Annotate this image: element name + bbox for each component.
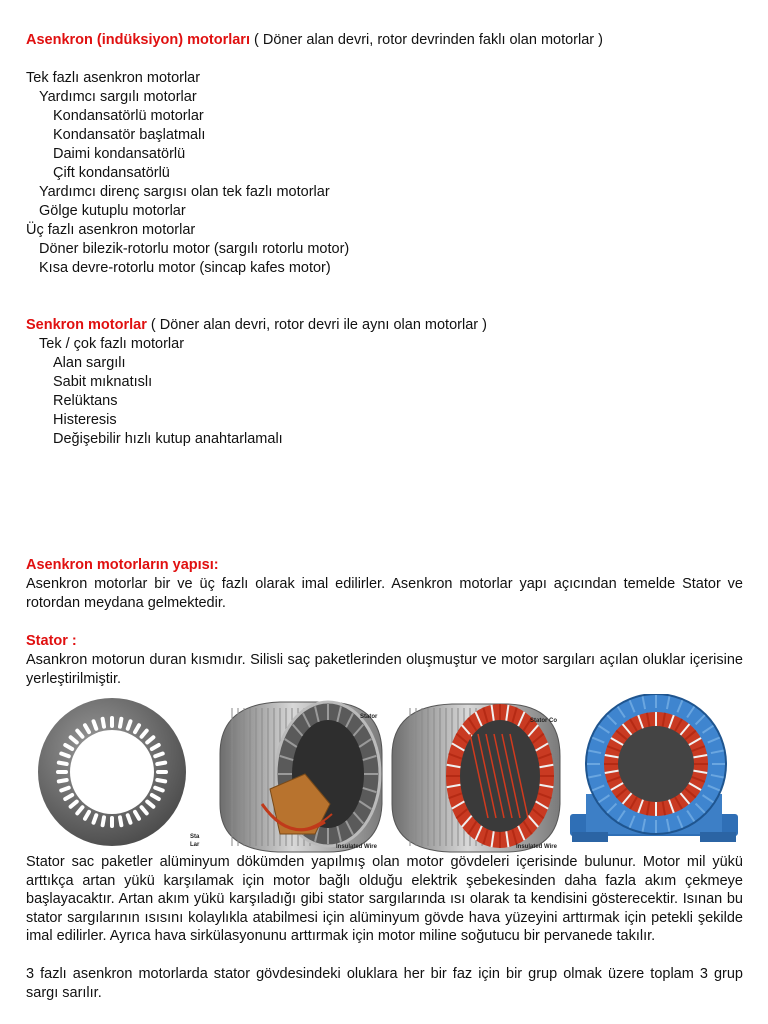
- senkron-heading: Senkron motorlar: [26, 317, 147, 333]
- motor-housing-image: [566, 694, 742, 854]
- list-item: Yardımcı sargılı motorlar: [39, 89, 197, 105]
- senkron-subtitle: ( Döner alan devri, rotor devri ile aynı olan motorlar ): [146, 317, 487, 333]
- fig1-label-a: Sta: [190, 834, 200, 840]
- list-item: Tek / çok fazlı motorlar: [39, 336, 185, 352]
- stator-text: Asankron motorun duran kısmıdır. Silisli saç paketlerinden oluşmuştur ve motor sargıları açılan oluklar içerisine yerleştirilmiştir.: [26, 652, 743, 687]
- wound-stator-image: [388, 694, 566, 854]
- yapisi-heading: Asenkron motorların yapısı:: [26, 557, 219, 573]
- fig3-wire-label: Insulated Wire: [516, 844, 557, 850]
- list-item: Kondansatörlü motorlar: [53, 108, 204, 124]
- fig2-wire-label: Insulated Wire: [336, 844, 377, 850]
- stator-heading: Stator :: [26, 633, 77, 649]
- stator-figures: [26, 694, 743, 854]
- list-item: Kısa devre-rotorlu motor (sincap kafes motor): [39, 260, 331, 276]
- list-item: Histeresis: [53, 412, 117, 428]
- winding-paragraph: 3 fazlı asenkron motorlarda stator gövdesindeki oluklara her bir faz için bir grup olmak üzere toplam 3 grup sargı sarılır.: [26, 966, 743, 1001]
- list-item: Yardımcı direnç sargısı olan tek fazlı motorlar: [39, 184, 330, 200]
- list-item: Tek fazlı asenkron motorlar: [26, 70, 201, 86]
- section-heading-line: [26, 31, 603, 49]
- stator-core-image: [210, 694, 388, 854]
- fig3-stator-label: Stator Co: [530, 718, 557, 724]
- list-item: Üç fazlı asenkron motorlar: [26, 222, 196, 238]
- list-item: Alan sargılı: [53, 355, 126, 371]
- list-item: Kondansatör başlatmalı: [53, 127, 206, 143]
- list-item: Relüktans: [53, 393, 118, 409]
- list-item: Daimi kondansatörlü: [53, 146, 186, 162]
- list-item: Sabit mıknatıslı: [53, 374, 153, 390]
- asenkron-subtitle: ( Döner alan devri, rotor devrinden faklı olan motorlar ): [249, 32, 603, 48]
- asenkron-heading: Asenkron (indüksiyon) motorları: [26, 32, 250, 48]
- stator-lamination-image: [34, 694, 200, 854]
- list-item: Çift kondansatörlü: [53, 165, 170, 181]
- stator-description-paragraph: Stator sac paketler alüminyum dökümden yapılmış olan motor gövdeleri içerisinde bulunur. Motor mil yükü arttıkça artan yükü karşılamak için motor bağlı olduğu elektrik şebekesinden daha fazla akım çekmeye başlayacaktır. Artan akım yükü karşıladığı gibi stator sargılarında ısı olarak ta kendisini gösterecektir. Isınan bu stator sargılarının ısısını kolaylıkla atabilmesi için alüminyum gövde hava yüzeyini arttırmak için petekli şekilde imal edilirler. Ayrıca hava sirkülasyonunu arttırmak için motor miline soğutucu bir pervanede takılır.: [26, 854, 743, 945]
- fig2-stator-label: Stator: [360, 714, 378, 720]
- list-item: Değişebilir hızlı kutup anahtarlamalı: [53, 431, 283, 447]
- list-item: Gölge kutuplu motorlar: [39, 203, 186, 219]
- fig1-label-b: Lar: [190, 842, 200, 848]
- section-heading-line: [26, 316, 487, 334]
- list-item: Döner bilezik-rotorlu motor (sargılı rotorlu motor): [39, 241, 350, 257]
- yapisi-text: Asenkron motorlar bir ve üç fazlı olarak imal edilirler. Asenkron motorlar yapı açıcından temelde Stator ve rotordan meydana gelmektedir.: [26, 576, 743, 611]
